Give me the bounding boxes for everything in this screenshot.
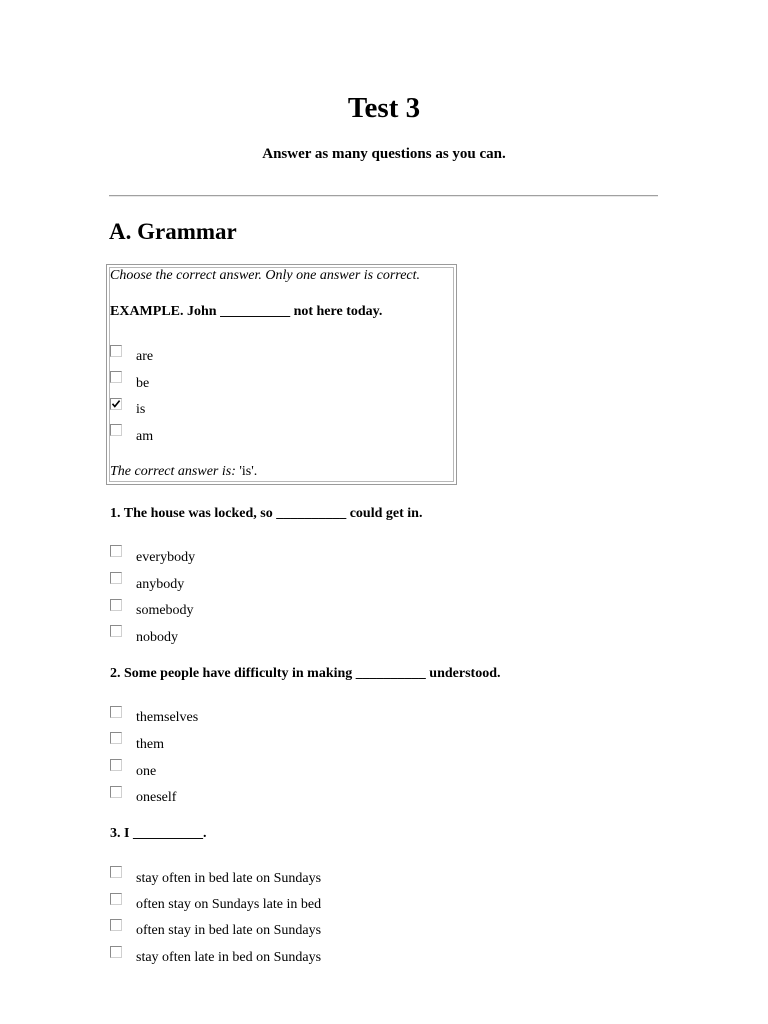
example-option-label: am: [136, 429, 154, 444]
answer-checkbox[interactable]: [110, 732, 122, 744]
answer-checkbox[interactable]: [110, 919, 122, 931]
answer-option-label: stay often in bed late on Sundays: [136, 871, 322, 886]
answer-option-label: themselves: [136, 710, 199, 725]
instructions-text: Answer as many questions as you can.: [262, 146, 506, 162]
example-option-checkbox-checked[interactable]: [110, 398, 122, 410]
example-box: [106, 264, 457, 485]
answer-checkbox[interactable]: [110, 572, 122, 584]
answer-checkbox[interactable]: [110, 599, 122, 611]
answer-checkbox[interactable]: [110, 706, 122, 718]
answer-option-label: stay often late in bed on Sundays: [136, 950, 322, 965]
question-text: 2. Some people have difficulty in making __________ understood.: [110, 666, 501, 681]
question-text: 1. The house was locked, so __________ could get in.: [110, 506, 423, 521]
answer-checkbox[interactable]: [110, 866, 122, 878]
answer-checkbox[interactable]: [110, 786, 122, 798]
answer-option-label: anybody: [136, 577, 185, 592]
example-option-label: be: [136, 376, 150, 391]
example-answer-value: 'is'.: [239, 464, 258, 479]
answer-option-label: somebody: [136, 603, 194, 618]
example-option-label: are: [136, 349, 154, 364]
answer-option-label: oneself: [136, 790, 177, 805]
answer-option-label: nobody: [136, 630, 178, 645]
answer-option-label: everybody: [136, 550, 196, 565]
answer-option-label: them: [136, 737, 164, 752]
example-answer-label: The correct answer is:: [110, 464, 236, 479]
example-option-label: is: [136, 402, 146, 417]
example-prompt: EXAMPLE. John __________ not here today.: [110, 304, 383, 319]
page-title: Test 3: [347, 92, 421, 124]
example-option-checkbox[interactable]: [110, 371, 122, 383]
example-box-inner-border: [109, 267, 454, 482]
answer-checkbox[interactable]: [110, 946, 122, 958]
horizontal-divider: [109, 195, 658, 197]
answer-option-label: often stay in bed late on Sundays: [136, 923, 322, 938]
example-answer: [110, 464, 257, 480]
answer-option-label: often stay on Sundays late in bed: [136, 897, 322, 912]
section-heading: A. Grammar: [109, 219, 237, 244]
example-option-checkbox[interactable]: [110, 345, 122, 357]
answer-checkbox[interactable]: [110, 893, 122, 905]
example-option-checkbox[interactable]: [110, 424, 122, 436]
question-text: 3. I __________.: [110, 826, 207, 841]
answer-checkbox[interactable]: [110, 625, 122, 637]
checkmark-icon: [111, 399, 121, 409]
answer-checkbox[interactable]: [110, 759, 122, 771]
example-instruction: Choose the correct answer. Only one answer is correct.: [110, 268, 421, 283]
answer-option-label: one: [136, 764, 157, 779]
answer-checkbox[interactable]: [110, 545, 122, 557]
